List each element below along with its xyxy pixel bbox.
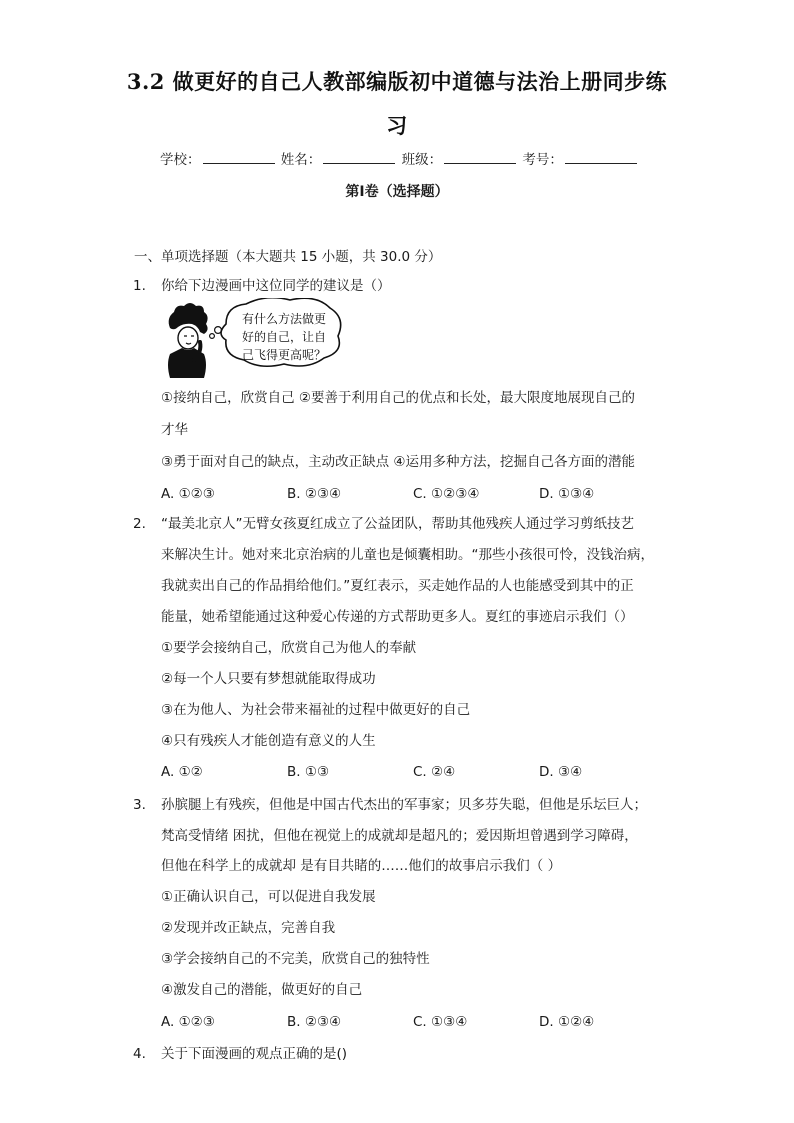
q3-option-d[interactable]: D. ①②④ <box>539 1014 595 1030</box>
bubble-line-1: 有什么方法做更 <box>242 312 327 326</box>
page-title-line2: 习 <box>386 113 408 138</box>
q3-number: 3. <box>133 797 146 813</box>
q3-line-3: 但他在科学上的成就却 是有目共睹的……他们的故事启示我们（ ） <box>161 858 562 874</box>
q1-option-d[interactable]: D. ①③④ <box>539 486 595 502</box>
q2-item-4: ④只有残疾人才能创造有意义的人生 <box>161 733 376 749</box>
q1-statement-2: ③勇于面对自己的缺点，主动改正缺点 ④运用多种方法，挖掘自己各方面的潜能 <box>161 454 635 470</box>
q2-option-a[interactable]: A. ①② <box>161 764 203 780</box>
q2-line-4: 能量，她希望能通过这种爱心传递的方式帮助更多人。夏红的事迹启示我们（） <box>161 609 634 625</box>
q2-option-c[interactable]: C. ②④ <box>413 764 456 780</box>
q2-option-b[interactable]: B. ①③ <box>287 764 330 780</box>
q3-option-c[interactable]: C. ①③④ <box>413 1014 468 1030</box>
q1-statement-1: ①接纳自己，欣赏自己 ②要善于利用自己的优点和长处，最大限度地展现自己的 <box>161 390 635 406</box>
q4-number: 4. <box>133 1046 146 1062</box>
school-label: 学校： <box>160 152 201 168</box>
q2-item-1: ①要学会接纳自己，欣赏自己为他人的奉献 <box>161 640 417 656</box>
q3-option-a[interactable]: A. ①②③ <box>161 1014 215 1030</box>
q1-option-c[interactable]: C. ①②③④ <box>413 486 480 502</box>
q1-cartoon-image <box>160 298 350 378</box>
class-blank[interactable] <box>444 151 516 164</box>
school-blank[interactable] <box>203 151 275 164</box>
q3-option-b[interactable]: B. ②③④ <box>287 1014 342 1030</box>
q3-item-1: ①正确认识自己，可以促进自我发展 <box>161 889 376 905</box>
q2-line-3: 我就卖出自己的作品捐给他们。”夏红表示，买走她作品的人也能感受到其中的正 <box>161 578 634 594</box>
q3-item-4: ④激发自己的潜能，做更好的自己 <box>161 982 363 998</box>
q2-line-1: “最美北京人”无臂女孩夏红成立了公益团队，帮助其他残疾人通过学习剪纸技艺 <box>161 516 634 532</box>
section-heading: 一、单项选择题（本大题共 15 小题，共 30.0 分） <box>134 249 442 265</box>
q3-item-2: ②发现并改正缺点，完善自我 <box>161 920 336 936</box>
q4-stem: 关于下面漫画的观点正确的是() <box>161 1046 348 1062</box>
q1-option-b[interactable]: B. ②③④ <box>287 486 342 502</box>
q2-option-d[interactable]: D. ③④ <box>539 764 583 780</box>
volume-heading: 第Ⅰ卷（选择题） <box>345 184 449 200</box>
bubble-line-2: 好的自己，让自 <box>242 330 327 344</box>
q1-option-a[interactable]: A. ①②③ <box>161 486 215 502</box>
q1-stem: 你给下边漫画中这位同学的建议是（） <box>161 278 391 294</box>
q3-line-1: 孙膑腿上有残疾，但他是中国古代杰出的军事家；贝多芬失聪，但他是乐坛巨人； <box>161 797 647 813</box>
student-figure-icon <box>168 303 208 378</box>
q2-line-2: 来解决生计。她对来北京治病的儿童也是倾囊相助。“那些小孩很可怜，没钱治病， <box>161 547 654 563</box>
q2-item-3: ③在为他人、为社会带来福祉的过程中做更好的自己 <box>161 702 471 718</box>
q1-number: 1. <box>133 278 146 294</box>
bubble-line-3: 己飞得更高呢？ <box>242 348 327 362</box>
exam-no-blank[interactable] <box>565 151 637 164</box>
exam-no-label: 考号： <box>522 152 563 168</box>
q3-item-3: ③学会接纳自己的不完美，欣赏自己的独特性 <box>161 951 430 967</box>
name-label: 姓名： <box>280 152 322 168</box>
q1-statement-1b: 才华 <box>161 422 188 438</box>
class-label: 班级： <box>401 152 443 168</box>
page-title-line1: 3.2 做更好的自己人教部编版初中道德与法治上册同步练 <box>126 69 668 94</box>
name-blank[interactable] <box>323 151 395 164</box>
q2-item-2: ②每一个人只要有梦想就能取得成功 <box>161 671 376 687</box>
q3-line-2: 梵高受情绪 困扰，但他在视觉上的成就却是超凡的；爱因斯坦曾遇到学习障碍， <box>161 828 638 844</box>
student-info-row <box>160 148 640 168</box>
q2-number: 2. <box>133 516 146 532</box>
